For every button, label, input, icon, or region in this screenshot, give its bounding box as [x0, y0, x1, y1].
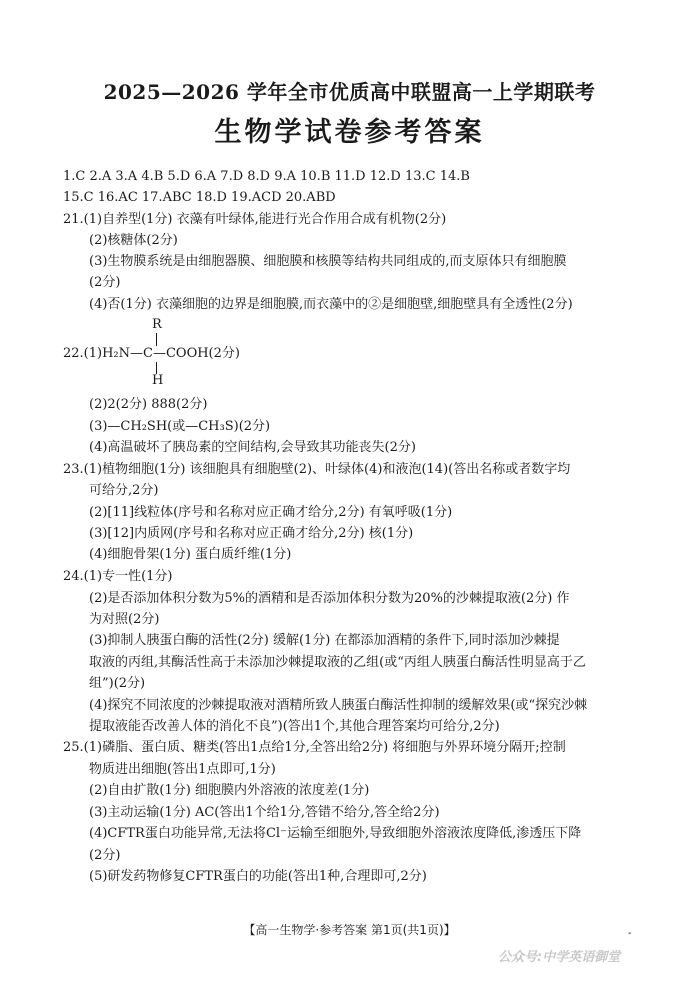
- q24-line-3: 为对照(2分): [89, 612, 160, 627]
- q21-line-5: (4)否(1分) 衣藻细胞的边界是细胞膜,而衣藻中的②是细胞壁,细胞壁具有全透性(2分): [89, 297, 573, 312]
- q23-line-3: (2)[11]线粒体(序号和名称对应正确才给分,2分) 有氧呼吸(1分): [89, 505, 453, 520]
- q23-line-4: (3)[12]内质网(序号和名称对应正确才给分,2分) 核(1分): [89, 526, 414, 541]
- q21-line-2: (2)核糖体(2分): [89, 233, 178, 248]
- answer-key-title: 生物学试卷参考答案: [214, 117, 485, 148]
- q22-line-2: (2)2(2分) 888(2分): [89, 397, 208, 412]
- q25-line-3: (2)自由扩散(1分) 细胞膜内外溶液的浓度差(1分): [89, 783, 370, 798]
- watermark: 公众号:中学英语御堂: [498, 950, 621, 965]
- q25-line-1: 25.(1)磷脂、蛋白质、糖类(答出1点给1分,全答出给2分) 将细胞与外界环境分隔开;控制: [63, 740, 566, 755]
- q24-line-4: (3)抑制人胰蛋白酶的活性(2分) 缓解(1分) 在都添加酒精的条件下,同时添加沙棘提: [89, 633, 560, 648]
- corner-mark: -: [628, 928, 632, 939]
- q23-line-2: 可给分,2分): [89, 483, 159, 498]
- q24-line-5: 取液的丙组,其酶活性高于未添加沙棘提取液的乙组(或“丙组人胰蛋白酶活性明显高于乙: [89, 655, 586, 670]
- q24-line-2: (2)是否添加体积分数为5%的酒精和是否添加体积分数为20%的沙棘提取液(2分) 作: [89, 591, 570, 606]
- q24-line-7: (4)探究不同浓度的沙棘提取液对酒精所致人胰蛋白酶活性抑制的缓解效果(或“探究沙棘: [89, 698, 588, 713]
- q22-formula-line: 22.(1)H₂N—C—COOH(2分): [63, 346, 240, 361]
- q22-line-4: (4)高温破坏了胰岛素的空间结构,会导致其功能丧失(2分): [89, 440, 416, 455]
- q25-line-4: (3)主动运输(1分) AC(答出1个给1分,答错不给分,答全给2分): [89, 805, 440, 820]
- bond-upper: [156, 333, 157, 346]
- q21-line-1: 21.(1)自养型(1分) 衣藻有叶绿体,能进行光合作用合成有机物(2分): [63, 212, 447, 227]
- q22-line-3: (3)—CH₂SH(或—CH₃S)(2分): [89, 419, 271, 434]
- q24-line-6: 组”)(2分): [89, 676, 146, 691]
- page-footer: 【高一生物学·参考答案 第1页(共1页)】: [243, 923, 456, 937]
- q23-line-5: (4)细胞骨架(1分) 蛋白质纤维(1分): [89, 547, 292, 562]
- choice-answers-line-2: 15.C 16.AC 17.ABC 18.D 19.ACD 20.ABD: [63, 190, 336, 205]
- choice-answers-line-1: 1.C 2.A 3.A 4.B 5.D 6.A 7.D 8.D 9.A 10.B 11.D 12.D 13.C 14.B: [63, 169, 470, 184]
- q21-line-3: (3)生物膜系统是由细胞器膜、细胞膜和核膜等结构共同组成的,而支原体只有细胞膜: [89, 254, 567, 269]
- q21-line-4: (2分): [89, 275, 121, 290]
- r-group-label: R: [152, 317, 162, 332]
- q24-line-8: 提取液能否改善人体的消化不良”)(答出1个,其他合理答案均可给分,2分): [89, 719, 500, 734]
- q25-line-6: (2分): [89, 848, 121, 863]
- exam-title: 2025—2026 学年全市优质高中联盟高一上学期联考: [103, 80, 596, 104]
- h-atom-label: H: [152, 373, 164, 388]
- q25-line-5: (4)CFTR蛋白功能异常,无法将Cl⁻运输至细胞外,导致细胞外溶液浓度降低,渗透压下降: [89, 826, 582, 841]
- q25-line-7: (5)研发药物修复CFTR蛋白的功能(答出1种,合理即可,2分): [89, 869, 427, 884]
- q23-line-1: 23.(1)植物细胞(1分) 该细胞具有细胞壁(2)、叶绿体(4)和液泡(14)(答出名称或者数字均: [63, 462, 571, 477]
- q24-line-1: 24.(1)专一性(1分): [63, 569, 173, 584]
- q25-line-2: 物质进出细胞(答出1点即可,1分): [89, 762, 276, 777]
